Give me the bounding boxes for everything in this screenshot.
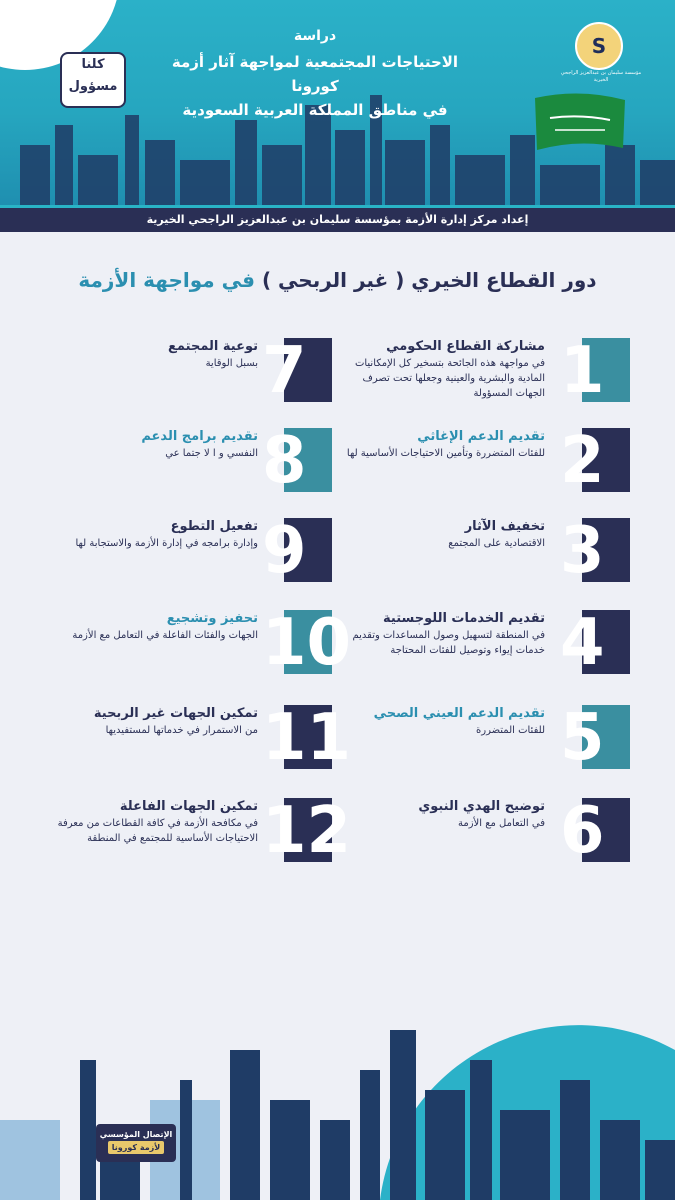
badge-line1: الإتصال المؤسسي: [99, 1130, 173, 1139]
logo-word2: مسؤول: [68, 79, 118, 94]
item-number: 12: [262, 794, 352, 868]
item-number-box: [262, 334, 332, 408]
item-text: [40, 798, 258, 846]
section-title-main: دور القطاع الخيري ( غير الربحي ): [261, 268, 597, 292]
badge-line2: لأزمة كورونا: [108, 1141, 164, 1154]
item-text: [40, 518, 258, 551]
kulna-masool-logo: [60, 52, 126, 108]
header-title: [150, 28, 480, 122]
item-number: 10: [262, 606, 352, 680]
saudi-flag-icon: [525, 88, 635, 160]
item-number: 1: [560, 334, 605, 408]
role-item: [0, 424, 675, 498]
logo-word1: كلنا: [81, 57, 105, 72]
section-title: [0, 268, 675, 292]
role-item: [0, 701, 675, 775]
item-number-box: [262, 701, 352, 775]
item-number: 5: [560, 701, 605, 775]
header-line3: في مناطق المملكة العربية السعودية: [182, 101, 448, 119]
header-line2: الاحتياجات المجتمعية لمواجهة آثار أزمة كورونا: [171, 53, 459, 95]
item-heading: توضيح الهدي النبوي: [418, 799, 545, 814]
credit-bar: إعداد مركز إدارة الأزمة بمؤسسة سليمان بن عبدالعزيز الراجحي الخيرية: [0, 205, 675, 232]
seal-letter: S: [591, 34, 607, 58]
item-body: بسبل الوقاية: [205, 358, 258, 369]
item-number: 8: [262, 424, 307, 498]
foundation-seal-logo: [575, 22, 623, 70]
item-body: في مواجهة هذه الجائحة بتسخير كل الإمكانيات المادية والبشرية والعينية وجعلها تحت تصرف الجهات المسؤولة: [354, 358, 545, 399]
item-number: 9: [262, 514, 307, 588]
header-line1: دراسة: [293, 28, 337, 44]
item-heading: تقديم برامج الدعم: [141, 429, 258, 444]
section-title-accent: في مواجهة الأزمة: [78, 268, 255, 292]
item-number: 4: [560, 606, 605, 680]
item-body: في المنطقة لتسهيل وصول المساعدات وتقديم خدمات إيواء وتوصيل للفئات المحتاجة: [352, 630, 545, 656]
footer-skyline: [0, 1010, 675, 1200]
item-number: 3: [560, 514, 605, 588]
corporate-communication-badge: [96, 1124, 176, 1162]
item-text: [40, 338, 258, 371]
item-heading: تحفيز وتشجيع: [166, 611, 258, 626]
item-heading: مشاركة القطاع الحكومي: [386, 339, 545, 354]
item-number: 6: [560, 794, 605, 868]
item-heading: تفعيل التطوع: [170, 519, 258, 534]
item-heading: تقديم الخدمات اللوجستية: [383, 611, 545, 626]
item-body: للفئات المتضررة: [476, 725, 545, 736]
role-item: [0, 606, 675, 680]
item-text: [40, 428, 258, 461]
item-number: 11: [262, 701, 352, 775]
item-body: في التعامل مع الأزمة: [457, 818, 545, 829]
header-banner: [0, 0, 675, 205]
item-body: للفئات المتضررة وتأمين الاحتياجات الأساسية لها: [346, 448, 545, 459]
item-body: النفسي و ا لا جتما عي: [165, 448, 258, 459]
role-item: [0, 794, 675, 868]
item-number-box: [262, 606, 352, 680]
item-body: وإدارة برامجه في إدارة الأزمة والاستجابة لها: [75, 538, 258, 549]
item-text: [40, 610, 258, 643]
item-text: [40, 705, 258, 738]
role-item: [0, 334, 675, 408]
item-heading: تمكين الجهات الفاعلة: [119, 799, 258, 814]
item-body: في مكافحة الأزمة في كافة القطاعات من معرفة الاحتياجات الأساسية للمجتمع في المنطقة: [57, 818, 258, 844]
item-number-box: [262, 514, 332, 588]
item-number-box: [262, 794, 352, 868]
item-heading: تمكين الجهات غير الربحية: [93, 706, 258, 721]
item-number: 2: [560, 424, 605, 498]
item-number-box: [262, 424, 332, 498]
role-item: [0, 514, 675, 588]
item-heading: توعية المجتمع: [168, 339, 258, 354]
item-heading: تقديم الدعم الإغاثي: [417, 429, 545, 444]
seal-caption: مؤسسة سليمان بن عبدالعزيز الراجحي الخيرية: [560, 70, 642, 83]
item-heading: تقديم الدعم العيني الصحي: [373, 706, 545, 721]
item-heading: تخفيف الآثار: [464, 519, 545, 534]
item-number: 7: [262, 334, 307, 408]
item-body: الاقتصادية على المجتمع: [448, 538, 545, 549]
item-body: الجهات والفئات الفاعلة في التعامل مع الأزمة: [72, 630, 258, 641]
item-body: من الاستمرار في خدماتها لمستفيديها: [105, 725, 258, 736]
